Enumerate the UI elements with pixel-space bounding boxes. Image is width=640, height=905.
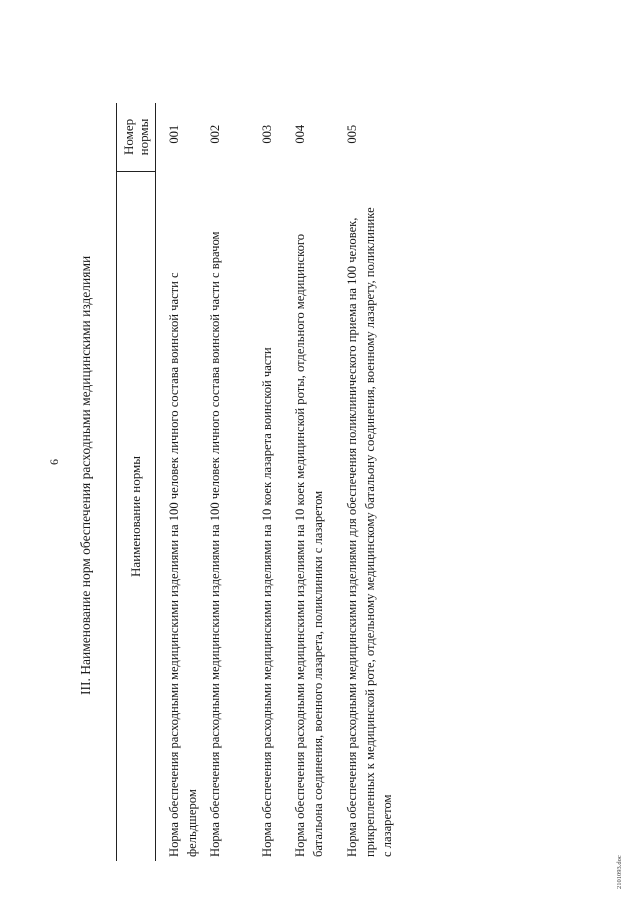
norm-number: 001 [167, 124, 181, 144]
norm-name: Норма обеспечения расходными медицинскими изделиями на 100 человек личного состава воинской части с врачом [208, 231, 222, 857]
col-name-header: Наименование нормы [117, 171, 156, 861]
section-title: III. Наименование норм обеспечения расходными медицинскими изделиями [78, 255, 93, 695]
norm-name: Норма обеспечения расходными медицинскими изделиями на 10 коек медицинской роты, отдельного медицинского батальона соединения, военного лазарета, поликлиники с лазаретом [293, 233, 325, 857]
norm-number: 005 [345, 124, 359, 144]
table-header-row [117, 103, 156, 861]
col-number-header-line1: Номер [121, 118, 136, 156]
col-number-header [117, 103, 156, 171]
norm-name: Норма обеспечения расходными медицинскими изделиями на 100 человек личного состава воинской части с фельдшером [167, 272, 199, 857]
table-row [156, 103, 208, 861]
norm-number: 004 [293, 124, 307, 144]
table-row [259, 103, 292, 861]
table-row [344, 103, 404, 861]
norm-number: 003 [260, 124, 274, 144]
norm-number: 002 [208, 124, 222, 144]
col-number-header-line2: нормы [136, 118, 151, 156]
norm-name: Норма обеспечения расходными медицинскими изделиями на 10 коек лазарета воинской части [260, 347, 274, 857]
table-row [292, 103, 344, 861]
table-row [207, 103, 259, 861]
footer-doc-code: 2101093.doc [616, 855, 623, 889]
norms-table [116, 103, 404, 861]
page-number: 6 [47, 459, 61, 465]
norm-name: Норма обеспечения расходными медицинскими изделиями для обеспечения поликлинического приема на 100 человек, прикрепленных к медицинской роте, отдельному медицинскому батальону соединения, военному лазарету, поликлинике с лазаретом [345, 207, 394, 857]
